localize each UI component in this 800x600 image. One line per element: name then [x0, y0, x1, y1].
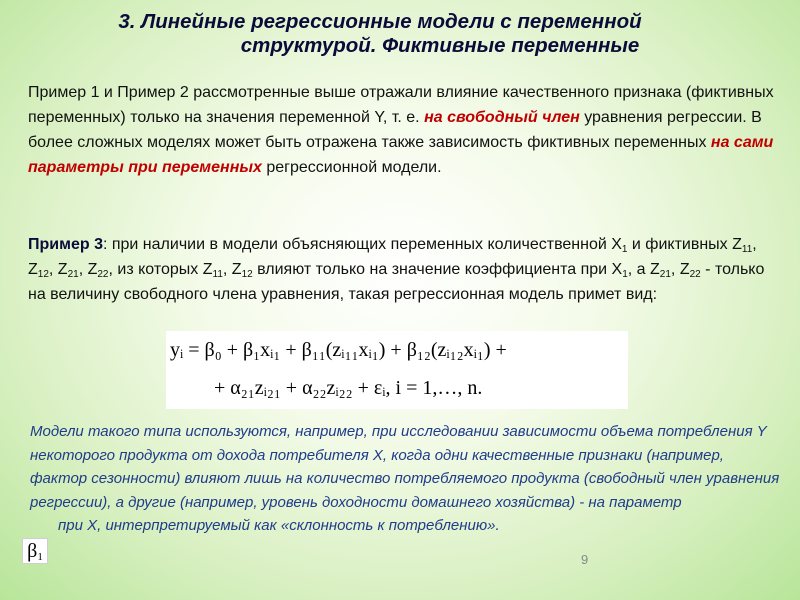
p1-highlight-1: на свободный член — [424, 109, 580, 126]
formula-line-2: + α₂₁zᵢ₂₁ + α₂₂zᵢ₂₂ + εᵢ, i = 1,…, n. — [214, 377, 483, 399]
sub: 1 — [621, 244, 628, 255]
slide-title — [40, 10, 760, 58]
p3-text-end: при X, интерпретируемый как «склонность к потреблению». — [58, 517, 500, 534]
sub: 22 — [97, 269, 109, 280]
beta-symbol: β — [27, 540, 38, 562]
sub: 22 — [689, 269, 701, 280]
p2-text-d: , Z — [48, 261, 68, 278]
paragraph-1 — [28, 80, 778, 180]
paragraph-2 — [28, 232, 778, 307]
p1-text-1: Пример 1 и Пример 2 рассмотренные выше отражали влияние качественного признака (фиктивных переменных) только на значения переменной Y, т. е. — [28, 84, 774, 126]
p1-highlight-2: на сами параметры при переменных — [28, 134, 774, 176]
sub: 21 — [67, 269, 79, 280]
p3-text: Модели такого типа используются, например, при исследовании зависимости объема потребления Y некоторого продукта от дохода потребителя X, когда одни качественные признаки (например, фактор сезонности) влияют лишь на количество потребляемого продукта (свободный член уравнения регрессии), а другие (например, уровень доходности домашнего хозяйства) - на параметр — [30, 423, 780, 511]
p1-text-2: уравнения регрессии. В более сложных моделях может быть отражена также зависимость фиктивных переменных — [28, 109, 762, 151]
p2-text-j: , Z — [670, 261, 690, 278]
p2-text-f: , из которых Z — [108, 261, 213, 278]
p2-text-g: , Z — [222, 261, 242, 278]
p2-text-h: влияют только на значение коэффициента при X — [252, 261, 623, 278]
example-3-label: Пример 3 — [28, 236, 103, 253]
p2-text-k: - только на величину свободного члена уравнения, такая регрессионная модель примет вид: — [28, 261, 765, 303]
p1-text-3: регрессионной модели. — [261, 159, 442, 176]
sub: 12 — [241, 269, 253, 280]
p2-text-a: : при наличии в модели объясняющих переменных количественной X — [102, 236, 622, 253]
p2-text-b: и фиктивных Z — [627, 236, 742, 253]
sub: 12 — [37, 269, 49, 280]
page-number: 9 — [581, 552, 589, 567]
regression-formula — [166, 331, 628, 409]
p2-text-e: , Z — [78, 261, 98, 278]
title-line-2: структурой. Фиктивные переменные — [240, 34, 640, 57]
sub: 11 — [212, 269, 223, 280]
paragraph-3 — [30, 420, 782, 538]
beta-sub: 1 — [37, 551, 43, 563]
title-line-1: 3. Линейные регрессионные модели с переменной — [118, 10, 642, 33]
sub: 1 — [622, 269, 628, 280]
p2-text-i: , а Z — [627, 261, 660, 278]
p2-text-c: , Z — [28, 236, 757, 278]
sub: 21 — [659, 269, 671, 280]
sub: 11 — [741, 244, 753, 255]
formula-line-1: yᵢ = β₀ + β₁xᵢ₁ + β₁₁(zᵢ₁₁xᵢ₁) + β₁₂(zᵢ₁₂xᵢ₁) + — [170, 339, 507, 361]
beta-1-symbol — [22, 538, 48, 564]
